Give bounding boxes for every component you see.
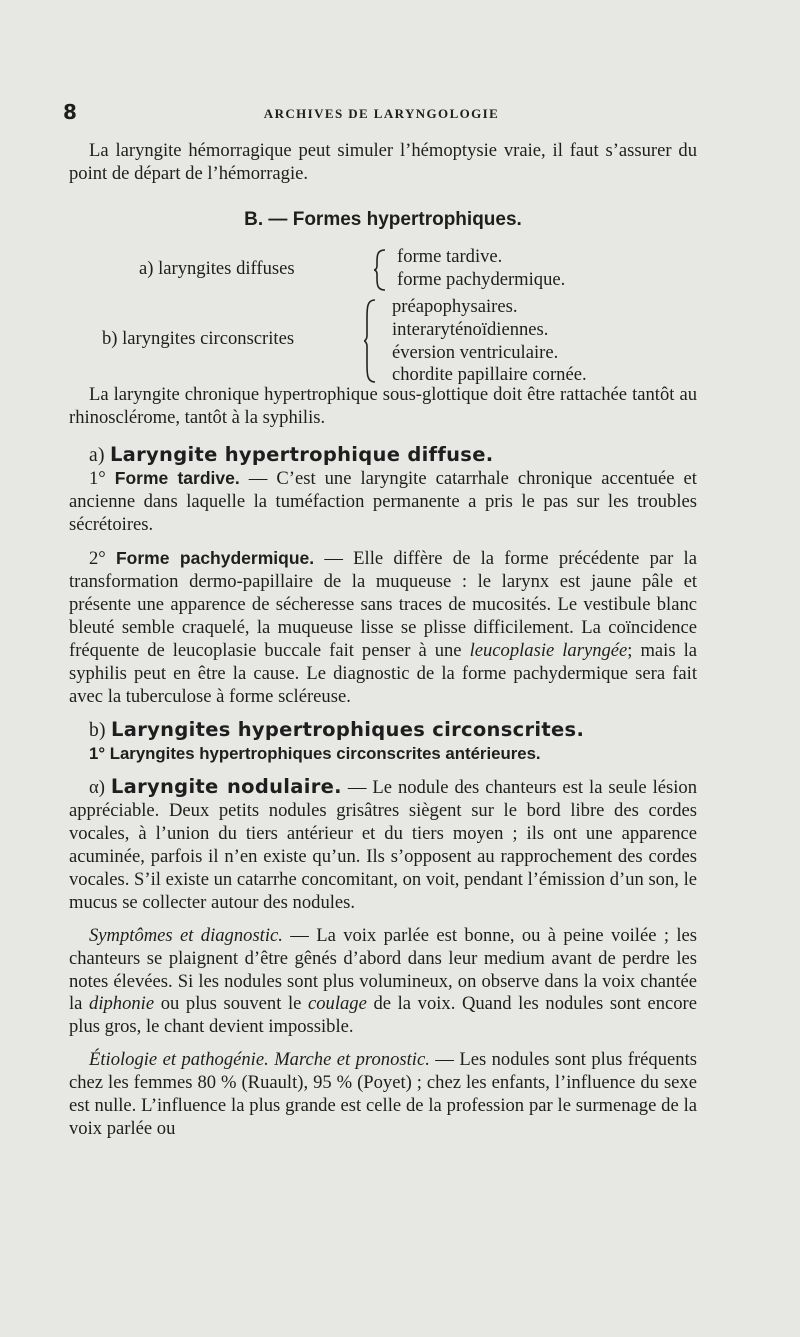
subglottic-paragraph: La laryngite chronique hypertrophique sous-glottique doit être rattachée tantôt au rhinosclérome, tantôt à la syphilis. <box>69 383 697 428</box>
page-header <box>63 100 700 124</box>
italic-term: coulage <box>308 993 367 1015</box>
page-body <box>69 140 697 1141</box>
run-in-title: Forme tardive. <box>114 468 240 489</box>
paragraph-symptomes <box>69 925 697 1040</box>
run-in-title: Laryngite nodulaire. <box>110 775 342 799</box>
run-in-title: Forme pachydermique. <box>115 548 315 569</box>
paragraph-text: — Les nodules sont plus fréquents chez les femmes 80 % (Ruault), 95 % (Poyet) ; chez les enfants, l’influence du sexe est nulle. L’influence la plus grande est celle de la profession par le surmenage de la voix parlée ou <box>69 1049 697 1139</box>
intro-paragraph: La laryngite hémorragique peut simuler l’hémoptysie vraie, il faut s’assurer du point de départ de l’hémorragie. <box>69 140 697 184</box>
paragraph-text: de la voix. Quand les nodules sont encore plus gros, le chant devient impossible. <box>69 993 697 1038</box>
item-number: 2° <box>89 548 116 570</box>
heading-text: Laryngites hypertrophiques circonscrites. <box>111 717 585 741</box>
classification-diffuse <box>69 246 697 294</box>
item-marker: α) <box>89 777 111 799</box>
section-title-text: Formes hypertrophiques. <box>292 208 522 230</box>
run-in-title: Étiologie et pathogénie. Marche et pronostic. <box>89 1049 430 1071</box>
paragraph-text: ; mais la syphilis peut en être la cause. Le diagnostic de la forme pachydermique sera fait avec la tuberculose à forme scléreuse. <box>69 639 697 707</box>
classification-item: forme pachydermique. <box>397 268 566 290</box>
paragraph-text: — La voix parlée est bonne, ou à peine voilée ; les chanteurs se plaignent d’être gênés d’abord dans leur medium avant de perdre les notes élevées. Si les nodules sont plus volumineux, on observe dans la voix chantée la <box>69 924 698 1015</box>
item-number: 1° <box>89 468 115 490</box>
classification-label-circonscrites: b) laryngites circonscrites <box>102 327 295 349</box>
paragraph-text: — Elle diffère de la forme précédente par la transformation dermo-papillaire de la muqueuse : le larynx est jaune pâle et présente une apparence de sécheresse sans traces de mucosités. Le vestibule blanc bleuté semble craquelé, la muqueuse lisse se plisse difficilement. La coïncidence fréquente de leucoplasie buccale fait penser à une <box>69 548 697 661</box>
classification-item: préapophysaires. <box>392 295 518 317</box>
italic-term: leucoplasie laryngée <box>469 639 628 661</box>
heading-diffuse <box>69 444 697 468</box>
paragraph-text: ou plus souvent le <box>154 993 308 1015</box>
classification-items-diffuse <box>397 246 565 292</box>
page-number: 8 <box>63 100 77 124</box>
paragraph-etiologie <box>69 1049 697 1141</box>
paragraph-forme-tardive <box>69 467 697 537</box>
italic-term: diphonie <box>89 993 155 1015</box>
section-prefix: B. — <box>244 208 293 230</box>
classification-item: éversion ventriculaire. <box>392 341 559 363</box>
heading-circonscrites <box>69 719 697 743</box>
brace-icon <box>363 298 377 384</box>
brace-icon <box>373 248 387 292</box>
section-heading <box>69 209 697 232</box>
paragraph-text: — Le nodule des chanteurs est la seule lésion appréciable. Deux petits nodules grisâtres siègent sur le bord libre des cordes vocales, à l’union du tiers antérieur et du tiers moyen ; ils ont une apparence acuminée, parfois il n’en existe qu’un. Ils s’opposent au rapprochement des cordes vocales. S’il existe un catarrhe concomitant, on voit, pendant l’émission d’un son, le mucus se collecter autour des nodules. <box>69 777 697 913</box>
subheading-anterieures: 1° Laryngites hypertrophiques circonscrites antérieures. <box>89 744 541 764</box>
running-title: ARCHIVES DE LARYNGOLOGIE <box>263 106 500 121</box>
heading-marker: a) <box>89 444 110 466</box>
classification-item: forme tardive. <box>397 245 503 267</box>
classification-item: chordite papillaire cornée. <box>392 364 587 386</box>
paragraph-nodulaire <box>69 776 697 914</box>
classification-items-circonscrites <box>392 296 587 388</box>
classification-circonscrites <box>69 296 697 384</box>
heading-text: Laryngite hypertrophique diffuse. <box>109 442 494 466</box>
paragraph-forme-pachydermique <box>69 547 697 708</box>
run-in-title: Symptômes et diagnostic. <box>89 924 283 946</box>
classification-item: interaryténoïdiennes. <box>392 318 549 340</box>
paragraph-text: — C’est une laryngite catarrhale chronique accentuée et ancienne dans laquelle la tuméfaction permanente a pris le pas sur les troubles sécrétoires. <box>69 468 697 536</box>
classification-label-diffuse: a) laryngites diffuses <box>139 257 295 279</box>
heading-marker: b) <box>89 719 112 741</box>
